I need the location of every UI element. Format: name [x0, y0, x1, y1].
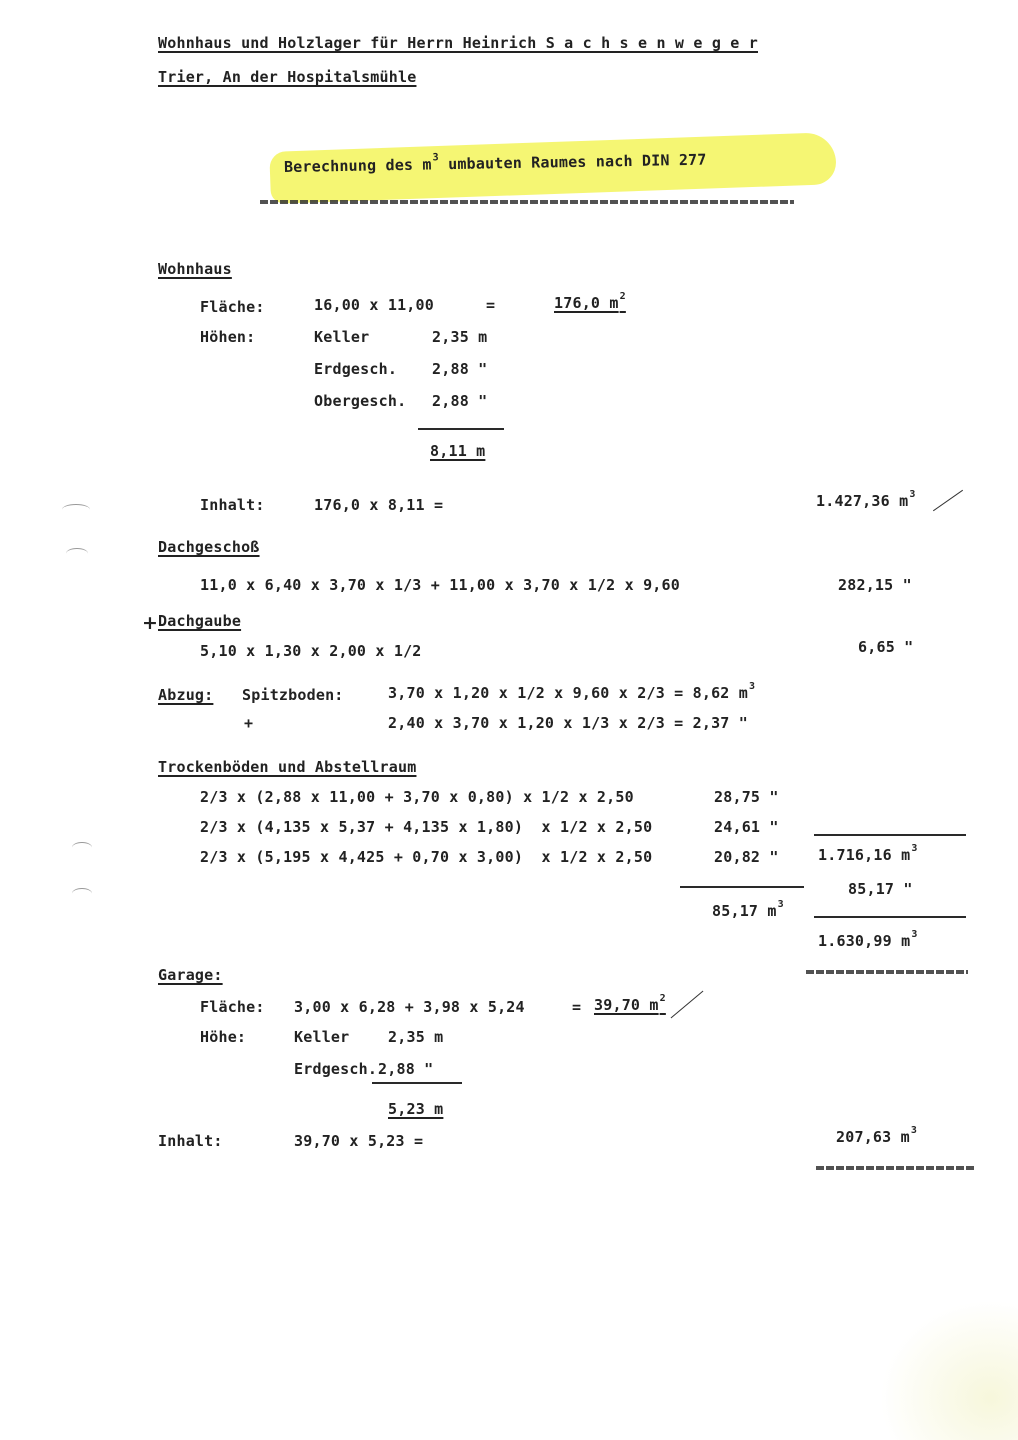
header-line-2: Trier, An der Hospitalsmühle	[158, 68, 417, 86]
total-net-sup: 3	[911, 929, 918, 940]
garage-flaeche-equals: =	[572, 998, 582, 1016]
spitzboden-label: Spitzboden:	[242, 686, 344, 704]
abzug-plus: +	[244, 714, 254, 732]
dachgeschoss-formula: 11,0 x 6,40 x 3,70 x 1/3 + 11,00 x 3,70 x 1/2 x 9,60	[200, 576, 680, 594]
total-rule	[814, 834, 966, 836]
title-superscript: 3	[432, 152, 439, 164]
garage-flaeche-result	[594, 993, 666, 1014]
flaeche-result-value: 176,0 m	[554, 294, 619, 312]
hoehe-name: Obergesch.	[314, 392, 407, 410]
title-double-rule	[260, 200, 794, 204]
punch-mark	[66, 548, 88, 559]
total-gross	[818, 843, 918, 864]
trocken-subtotal-value: 85,17 m	[712, 902, 777, 920]
garage-hoehen-sum: 5,23 m	[388, 1100, 444, 1118]
section-heading-trockenboeden: Trockenböden und Abstellraum	[158, 758, 417, 776]
inhalt-result	[816, 489, 916, 510]
hoehen-sum: 8,11 m	[430, 442, 486, 460]
hoehe-value: 2,88 "	[432, 392, 488, 410]
garage-flaeche-formula: 3,00 x 6,28 + 3,98 x 5,24	[294, 998, 525, 1016]
hoehe-name: Erdgesch.	[314, 360, 398, 378]
subtotal-rule	[680, 886, 804, 888]
checkmark	[933, 490, 963, 511]
inhalt-result-sup: 3	[909, 489, 916, 500]
trocken-value: 28,75 "	[714, 788, 779, 806]
inhalt-result-value: 1.427,36 m	[816, 492, 909, 510]
net-double-rule	[806, 970, 968, 974]
net-rule	[814, 916, 966, 918]
abzug-line-1-sup: 3	[749, 681, 756, 692]
inhalt-label: Inhalt:	[200, 496, 265, 514]
dachgaube-formula: 5,10 x 1,30 x 2,00 x 1/2	[200, 642, 422, 660]
section-heading-wohnhaus: Wohnhaus	[158, 260, 232, 278]
trocken-formula: 2/3 x (2,88 x 11,00 + 3,70 x 0,80) x 1/2 x 2,50	[200, 788, 634, 806]
title-text-end: umbauten Raumes nach DIN 277	[438, 150, 707, 174]
flaeche-label: Fläche:	[200, 298, 265, 316]
trocken-formula: 2/3 x (4,135 x 5,37 + 4,135 x 1,80) x 1/2 x 2,50	[200, 818, 653, 836]
garage-inhalt-result	[836, 1125, 918, 1146]
total-net-value: 1.630,99 m	[818, 932, 911, 950]
punch-mark	[72, 888, 92, 899]
garage-hoehe-value: 2,88 "	[378, 1060, 434, 1078]
garage-flaeche-result-value: 39,70 m	[594, 996, 659, 1014]
garage-flaeche-result-sup: 2	[659, 993, 666, 1004]
trocken-value: 24,61 "	[714, 818, 779, 836]
flaeche-formula: 16,00 x 11,00	[314, 296, 434, 314]
section-heading-garage: Garage:	[158, 966, 223, 984]
garage-hoehe-name: Erdgesch.	[294, 1060, 378, 1078]
section-heading-dachgeschoss: Dachgeschoß	[158, 538, 260, 556]
title-text: Berechnung des m	[283, 155, 432, 176]
flaeche-result	[554, 291, 626, 312]
trocken-subtotal-sup: 3	[777, 899, 784, 910]
flaeche-equals: =	[486, 296, 496, 314]
abzug-line-1	[388, 681, 756, 702]
garage-hoehe-label: Höhe:	[200, 1028, 247, 1046]
sum-rule	[418, 428, 504, 430]
abzug-label: Abzug:	[158, 686, 214, 704]
garage-inhalt-label: Inhalt:	[158, 1132, 223, 1150]
garage-double-rule	[816, 1166, 976, 1170]
abzug-line-2: 2,40 x 3,70 x 1,20 x 1/3 x 2/3 = 2,37 "	[388, 714, 748, 732]
garage-inhalt-formula: 39,70 x 5,23 =	[294, 1132, 424, 1150]
hoehe-value: 2,88 "	[432, 360, 488, 378]
trocken-formula: 2/3 x (5,195 x 4,425 + 0,70 x 3,00) x 1/2 x 2,50	[200, 848, 653, 866]
hoehe-name: Keller	[314, 328, 370, 346]
punch-mark	[72, 842, 92, 853]
garage-inhalt-result-sup: 3	[910, 1125, 918, 1136]
section-heading-dachgaube: Dachgaube	[158, 612, 242, 630]
garage-flaeche-label: Fläche:	[200, 998, 265, 1016]
total-gross-value: 1.716,16 m	[818, 846, 911, 864]
total-gross-sup: 3	[911, 843, 918, 854]
plus-mark: +	[142, 612, 159, 634]
header-line-1: Wohnhaus und Holzlager für Herrn Heinrich S a c h s e n w e g e r	[158, 34, 758, 52]
total-net	[818, 929, 918, 950]
garage-hoehe-value: 2,35 m	[388, 1028, 444, 1046]
hoehen-label: Höhen:	[200, 328, 256, 346]
dachgeschoss-result: 282,15 "	[838, 576, 912, 594]
dachgaube-result: 6,65 "	[858, 638, 914, 656]
inhalt-formula: 176,0 x 8,11 =	[314, 496, 444, 514]
hoehe-value: 2,35 m	[432, 328, 488, 346]
flaeche-result-sup: 2	[619, 291, 626, 302]
garage-hoehe-name: Keller	[294, 1028, 350, 1046]
punch-mark	[62, 504, 90, 515]
paper-stain	[880, 1300, 1018, 1440]
abzug-line-1-text: 3,70 x 1,20 x 1/2 x 9,60 x 2/3 = 8,62 m	[388, 684, 748, 702]
trocken-subtotal	[712, 899, 784, 920]
garage-inhalt-result-value: 207,63 m	[836, 1128, 910, 1146]
deduction-value: 85,17 "	[848, 880, 913, 898]
checkmark	[671, 991, 704, 1019]
garage-sum-rule	[372, 1082, 462, 1084]
trocken-value: 20,82 "	[714, 848, 779, 866]
